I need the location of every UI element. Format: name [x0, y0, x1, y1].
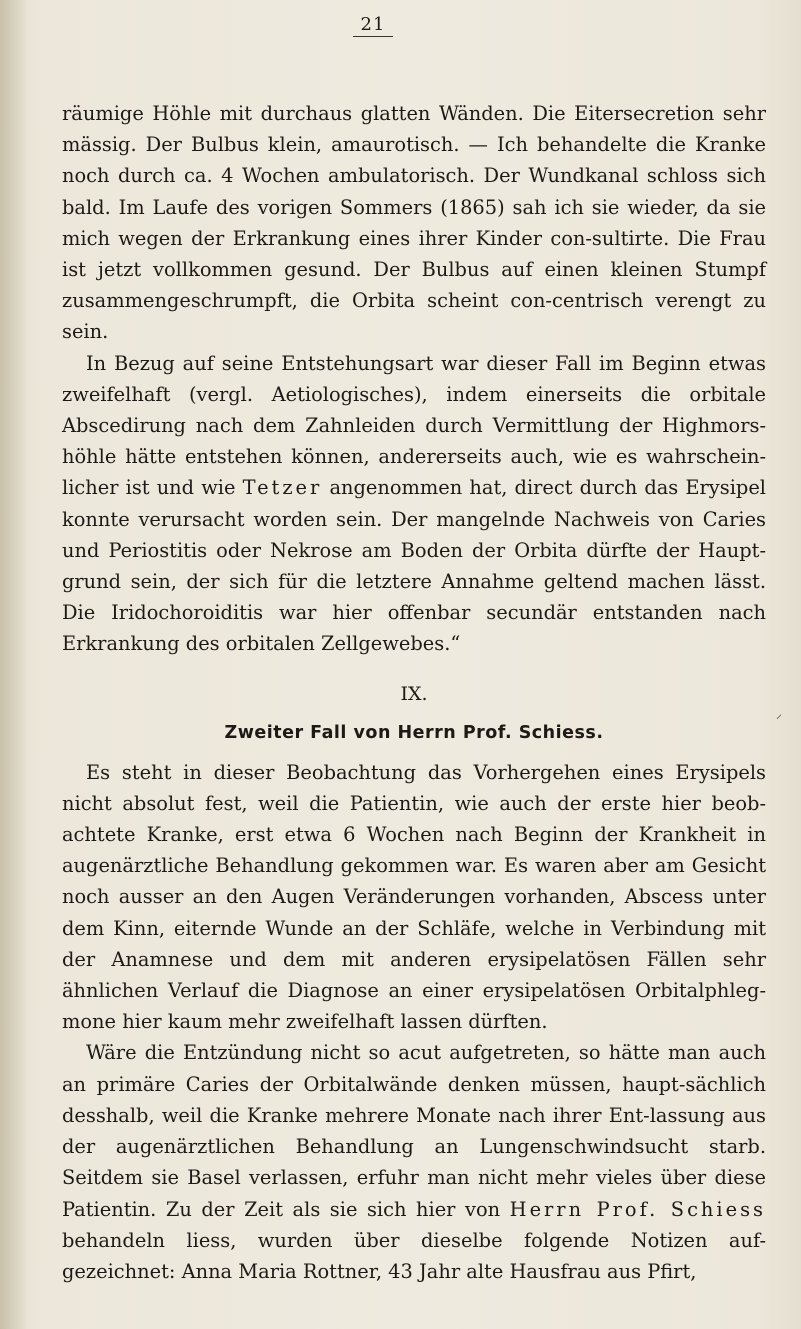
- margin-pencil-mark: ⸝: [776, 707, 783, 721]
- section-title: Zweiter Fall von Herrn Prof. Schiess.: [224, 722, 604, 743]
- binding-shadow: [0, 0, 28, 1329]
- paragraph-etiology: [62, 348, 766, 660]
- page-body: [62, 98, 766, 1287]
- page-number: 21: [353, 14, 393, 37]
- paragraph-observation: Es steht in dieser Beobachtung das Vorhergehen eines Erysipels nicht absolut fest, weil die Patientin, wie auch der erste hier beob-achtete Kranke, erst etwa 6 Wochen nach Beginn der Krankheit in augenärztliche Behandlung gekommen war. Es waren aber am Gesicht noch ausser an den Augen Veränderungen vorhanden, Abscess unter dem Kinn, eiternde Wunde an der Schläfe, welche in Verbindung mit der Anamnese und dem mit anderen erysipelatösen Fällen sehr ähnlichen Verlauf die Diagnose an einer erysipelatösen Orbitalphleg-mone hier kaum mehr zweifelhaft lassen dürften.: [62, 760, 766, 1034]
- paragraph-continuation: räumige Höhle mit durchaus glatten Wänden. Die Eitersecretion sehr mässig. Der Bulbus klein, amaurotisch. — Ich behandelte die Kranke noch durch ca. 4 Wochen ambulatorisch. Der Wundkanal schloss sich bald. Im Laufe des vorigen Sommers (1865) sah ich sie wieder, da sie mich wegen der Erkrankung eines ihrer Kinder con-sultirte. Die Frau ist jetzt vollkommen gesund. Der Bulbus auf einen kleinen Stumpf zusammengeschrumpft, die Orbita scheint con-centrisch verengt zu sein.: [62, 102, 766, 344]
- paragraph-text: Wäre die Entzündung nicht so acut aufgetreten, so hätte man auch an primäre Caries der Orbitalwände denken müssen, haupt-sächlich desshalb, weil die Kranke mehrere Monate nach ihrer Ent-lassung aus der augenärztlichen Behandlung an Lungenschwindsucht starb. Seitdem sie Basel verlassen, erfuhr man nicht mehr vieles über diese Patientin. Zu der Zeit als sie sich hier von: [62, 1041, 766, 1221]
- paragraph-text: angenommen hat, direct durch das Erysipel konnte verursacht worden sein. Der mangelnde Nachweis von Caries und Periostitis oder Nekrose am Boden der Orbita dürfte der Haupt-grund sein, der sich für die letztere Annahme geltend machen lässt. Die Iridochoroiditis war hier offenbar secundär entstanden nach Erkrankung des orbitalen Zellgewebes.“: [62, 476, 766, 656]
- author-name-schiess: Herrn Prof. Schiess: [509, 1197, 766, 1221]
- paragraph-inflammation: [62, 1037, 766, 1287]
- paragraph-text: In Bezug auf seine Entstehungsart war dieser Fall im Beginn etwas zweifelhaft (vergl. Aetiologisches), indem einerseits die orbitale Abscedirung nach dem Zahnleiden durch Vermittlung der Highmors-höhle hätte entstehen können, andererseits auch, wie es wahrschein-licher ist und wie: [62, 351, 766, 500]
- paragraph-text: behandeln liess, wurden über dieselbe folgende Notizen auf-gezeichnet: Anna Maria Rottner, 43 Jahr alte Hausfrau aus Pfirt,: [62, 1228, 766, 1283]
- section-number: IX.: [400, 682, 428, 705]
- author-name-tetzer: Tetzer: [242, 476, 323, 500]
